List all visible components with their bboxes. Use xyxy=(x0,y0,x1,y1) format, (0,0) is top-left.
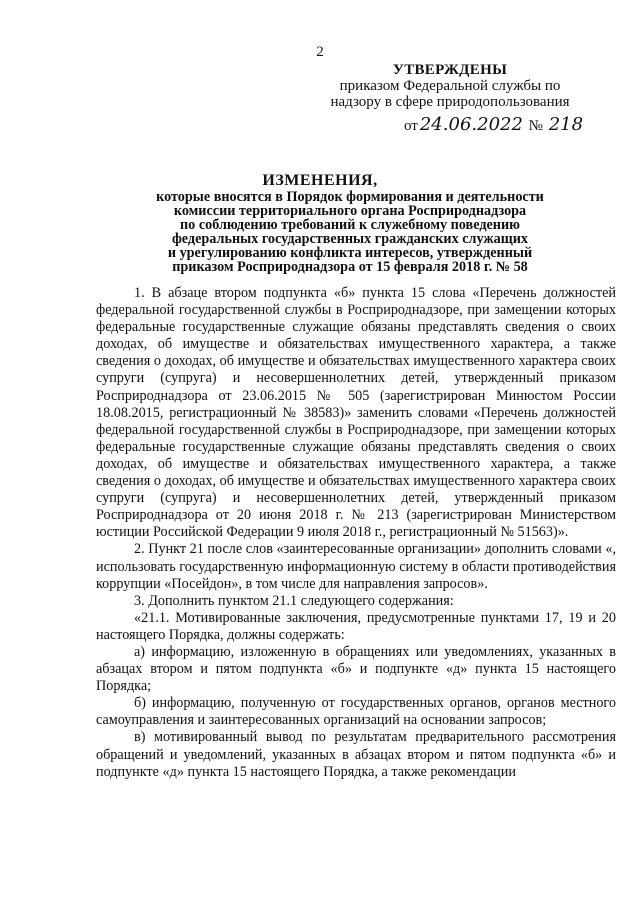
paragraph: 3. Дополнить пунктом 21.1 следующего содержания: xyxy=(134,592,454,609)
approval-line: приказом Федеральной службы по xyxy=(339,78,561,94)
date-prefix: от xyxy=(404,118,418,134)
page-number: 2 xyxy=(316,44,324,60)
paragraph: 1. В абзаце втором подпункта «б» пункта 15 слова «Перечень должностей федеральной государственной службы в Росприроднадзоре, при замещении которых федеральные государственные служащие обязаны представлять сведения о своих доходах, об имуществе и обязательствах имущественного характера, а также сведения о доходах, об имуществе и обязательствах имущественного характера своих супруги (супруга) и несовершеннолетних детей, утвержденный приказом Росприроднадзора от 23.06.2015 № 505 (зарегистрирован Минюстом России 18.08.2015, регистрационный № 38583)» заменить словами «Перечень должностей федеральной государственной службы в Росприроднадзоре, при замещении которых федеральные государственные служащие обязаны представлять сведения о своих доходах, об имуществе и обязательствах имущественного характера, а также сведения о доходах, об имуществе и обязательствах имущественного характера своих супруги (супруга) и несовершеннолетних детей, утвержденный приказом Росприроднадзора от 20 июня 2018 г. № 213 (зарегистрирован Министерством юстиции Российской Федерации 9 июля 2018 г., регистрационный № 51563)». xyxy=(96,285,616,541)
order-date-number xyxy=(404,114,585,135)
subtitle-line: федеральных государственных гражданских служащих xyxy=(171,231,529,247)
subtitle-line: комиссии территориального органа Росприроднадзора xyxy=(173,203,527,219)
paragraph: 2. Пункт 21 после слов «заинтересованные организации» дополнить словами «, использовать государственную информационную систему в области противодействия коррупции «Посейдон», в том числе для направления запросов». xyxy=(96,541,616,592)
subtitle-line: по соблюдению требований к служебному поведению xyxy=(180,217,520,233)
handwritten-number: 218 xyxy=(548,114,584,135)
paragraph: в) мотивированный вывод по результатам предварительного рассмотрения обращений и уведомлений, указанных в абзацах втором и пятом подпункта «б» и подпункте «д» пункта 15 настоящего Порядка, а также рекомендации xyxy=(96,729,616,780)
document-subtitle xyxy=(130,190,570,274)
paragraph: б) информацию, полученную от государственных органов, органов местного самоуправления и заинтересованных организаций на основании запросов; xyxy=(96,695,616,729)
document-title: ИЗМЕНЕНИЯ, xyxy=(262,172,378,189)
approval-stamp xyxy=(300,62,600,110)
document-body xyxy=(96,285,616,781)
paragraph: «21.1. Мотивированные заключения, предусмотренные пунктами 17, 19 и 20 настоящего Порядка, должны содержать: xyxy=(96,609,616,643)
subtitle-line: и урегулированию конфликта интересов, утвержденный xyxy=(167,245,533,261)
subtitle-line: приказом Росприроднадзора от 15 февраля 2018 г. № 58 xyxy=(172,259,528,275)
approval-line: надзору в сфере природопользования xyxy=(330,94,570,110)
number-prefix: № xyxy=(528,118,543,134)
handwritten-date: 24.06.2022 xyxy=(419,114,523,135)
approval-heading: УТВЕРЖДЕНЫ xyxy=(392,62,508,78)
paragraph: а) информацию, изложенную в обращениях или уведомлениях, указанных в абзацах втором и пятом подпункта «б» и подпункте «д» пункта 15 настоящего Порядка; xyxy=(96,643,616,695)
subtitle-line: которые вносятся в Порядок формирования и деятельности xyxy=(156,189,544,205)
